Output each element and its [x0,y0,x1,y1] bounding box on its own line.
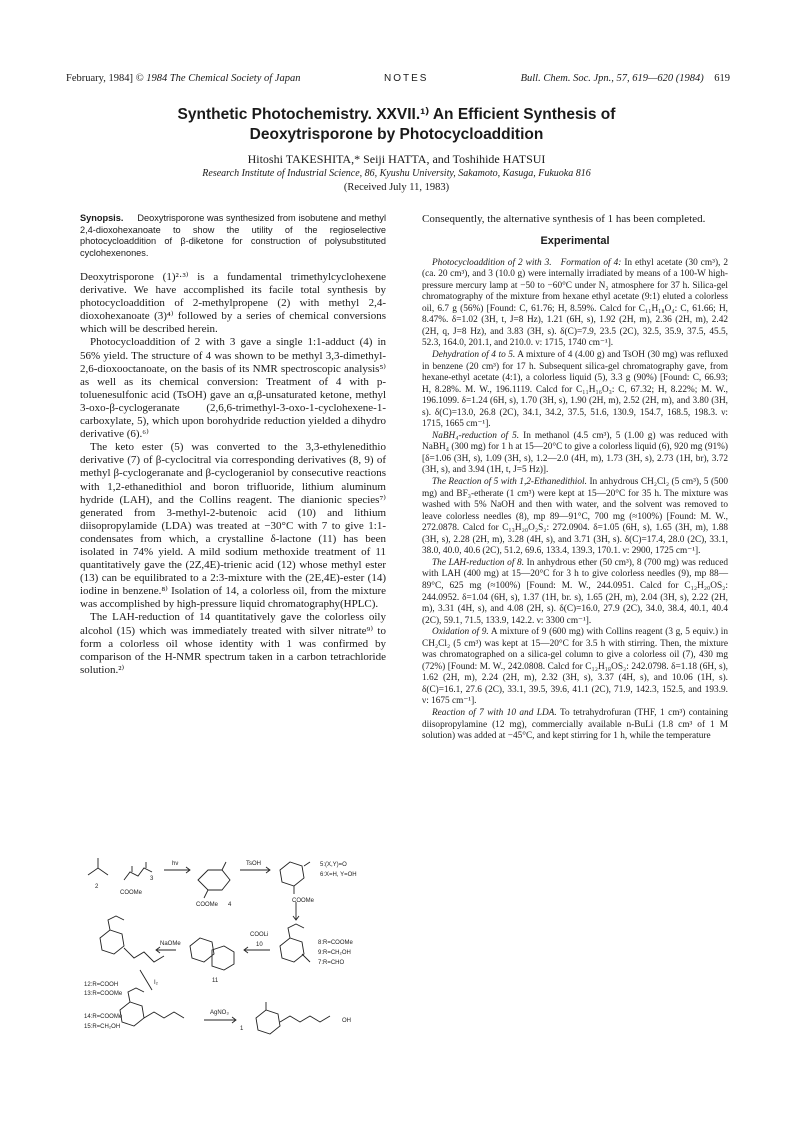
label-14: 14:R=COOMe [84,1014,123,1020]
paragraph: The LAH-reduction of 14 quantitatively gave the colorless oily alcohol (15) which was immediately treated with silver nitrate⁹⁾ to form a colorless oil whose identity with 1 was confirmed by comparison of the H-NMR spectrum taken in a carbon tetrachloride solution.²⁾ [80,611,386,676]
synopsis [80,213,386,259]
authors: Hitoshi TAKESHITA,* Seiji HATTA, and Toshihide HATSUI [247,152,546,166]
left-body [80,271,386,677]
label-coome-4: COOMe [196,902,219,908]
label-7: 7:R=CHO [318,960,345,966]
conclusion: Consequently, the alternative synthesis of 1 has been completed. [422,213,706,225]
header-section: NOTES [384,73,429,84]
adduct-4-structure [198,862,230,898]
label-ome: COOMe [292,898,315,904]
label-hv: hν [172,861,179,867]
dithiolane-triene-structure [100,916,124,954]
label-naome: NaOMe [160,941,181,947]
arrow-i2 [140,970,152,990]
header-left: February, 1984] © 1984 The Chemical Society of Japan [66,73,301,84]
label-12: 12:R=COOH [84,982,119,988]
label-compound-2: 2 [95,884,99,890]
label-oh: OH [342,1018,351,1024]
article-title [0,105,793,145]
experimental-section: Oxidation of 9. A mixture of 9 (600 mg) with Collins reagent (3 g, 5 equiv.) in CH₂Cl₂ (5 cm³) was kept at 15—20°C for 3.5 h with stirring. Then, the mixture was chromatographed on a silica-gel column to give a colorless oil (7), 430 mg (72%) [Found: M. W., 242.0808. Calcd for C₁₂H₁₈OS₂: 242.0798. δ=1.18 (6H, s), 1.62 (2H, m), 2.24 (2H, m), 2.32 (3H, s), 3.37 (4H, s), and 10.06 (1H, s). δ(C)=16.1, 27.6 (2C), 33.1, 39.5, 39.6, 41.1 (2C), 71.9, 142.3, 152.5, and 193.9. ν: 1675 cm⁻¹]. [422,627,728,707]
reaction-scheme [80,850,386,1045]
experimental-section: NaBH₄-reduction of 5. In methanol (4.5 cm³), 5 (1.00 g) was reduced with NaBH₄ (300 mg) for 1 h at 15—20°C to give a colorless liquid (6), 920 mg (91%) [δ=1.06 (3H, s), 1.09 (3H, s), 1.2—2.0 (4H, m), 1.73 (3H, s), 2.73 (1H, br), 3.72 (3H, s), and 3.94 (1H, t, J=5 Hz)]. [422,430,728,476]
synopsis-text: Deoxytrisporone was synthesized from isobutene and methyl 2,4-dioxohexanoate to show the utility of the regioselective photocycloaddition of β-diketone for construction of polysubstituted cyclohexenones. [80,213,386,258]
affiliation: Research Institute of Industrial Science, 86, Kyushu University, Sakamoto, Kasuga, Fukuoka 816 [202,168,591,179]
label-agno3: AgNO₃ [210,1010,229,1016]
deoxytrisporone-structure [256,1002,330,1034]
ester-14-structure [120,988,184,1026]
label-cooli: COOLi [250,932,269,938]
received-date: (Received July 11, 1983) [343,182,450,193]
ketoester-5-structure [280,862,310,894]
label-compound-3: 3 [150,876,154,882]
right-body [422,213,728,743]
synopsis-label: Synopsis. [80,213,124,223]
label-compound-11: 11 [212,978,219,984]
label-tsoh: TsOH [246,861,261,867]
header-right: Bull. Chem. Soc. Jpn., 57, 619—620 (1984) 619 [520,73,730,84]
left-column [80,213,386,677]
label-coome: COOMe [120,890,143,896]
label-5-6-a: 5:(X,Y)=O [320,862,347,868]
label-13: 13:R=COOMe [84,991,123,997]
right-column [422,213,728,743]
label-8: 8:R=COOMe [318,940,353,946]
label-15: 15:R=CH₂OH [84,1024,121,1030]
title-line-1: Synthetic Photochemistry. XXVII.¹⁾ An Efficient Synthesis of [177,106,616,123]
label-compound-1: 1 [240,1026,244,1032]
label-compound-4: 4 [228,902,232,908]
paragraph: The keto ester (5) was converted to the 3,3-ethylenedithio derivative (7) of β-cyclocitral via corresponding derivatives (8, 9) of methyl β-cyclogeranate and β-cyclogeraniol by consecutive reactions with 1,2-ethanedithiol and boron trifluoride, lithium aluminum hydride (LAH), and the Collins reagent. The dianionic species⁷⁾ generated from 3-methyl-2-butenoic acid (10) and lithium diisopropylamide (LDA) was treated at −30°C with 7 to give 1:1-condensates from which, a crystalline δ-lactone (11) has been isolated in 74% yield. A mild sodium methoxide treatment of 11 quantitatively gave the (2Z,4E)-trienic acid (12) whose methyl ester (13) can be equilibrated to a 2:3-mixture with the (2E,4E)-ester (14) iodine in benzene.⁸⁾ Isolation of 14, a colorless oil, from the mixture was accomplished by high-pressure liquid chromatography(HPLC). [80,441,386,611]
paragraph: Photocycloaddition of 2 with 3 gave a single 1:1-adduct (4) in 56% yield. The structure of 4 was shown to be methyl 3,3-dimethyl-2,6-dioxooctanoate, on the basis of its NMR spectroscopic analysis⁵⁾ as well as its chemical conversion: Treatment of 4 with p-toluenesulfonic acid (TsOH) gave an α,β-unsaturated ketone, methyl 3-oxo-β-cyclogeranate (2,6,6-trimethyl-3-oxo-1-cyclohexene-1-carboxylate, 5), which upon borohydride reduction yielded a dihydro derivative (6).⁶⁾ [80,336,386,441]
experimental-section: Dehydration of 4 to 5. A mixture of 4 (4.00 g) and TsOH (30 mg) was refluxed in benzene (20 cm³) for 17 h. Subsequent silica-gel chromatography gave, from hexane-ethyl acetate (4:1), a colorless liquid (5), 3.3 g (90%) [Found: C, 66.93; H, 8.28%. M. W., 196.1119. Calcd for C₁₁H₁₆O₃: C, 67.32; H, 8.22%; M. W., 196.1099. δ=1.24 (6H, s), 1.70 (3H, s), 1.90 (2H, m), 2.52 (2H, m), and 3.80 (3H, s). δ(C)=13.0, 26.8 (2C), 34.1, 34.2, 37.5, 51.6, 130.9, 154.7, 168.5, 198.3. ν: 1715, 1665 cm⁻¹]. [422,350,728,430]
label-9: 9:R=CH₂OH [318,950,351,956]
scheme-drawing [80,850,386,1045]
experimental-heading: Experimental [540,235,610,248]
paragraph: Deoxytrisporone (1)²·³⁾ is a fundamental trimethylcyclohexene derivative. We have accomplished its facile total synthesis by photocycloaddition of 2-methylpropene (2) with methyl 2,4-dioxohexanoate (3)⁴⁾ followed by a series of chemical conversions which will be described herein. [80,271,386,336]
experimental-section: Photocycloaddition of 2 with 3. Formation of 4: In ethyl acetate (30 cm³), 2 (ca. 20 cm³), and 3 (10.0 g) were internally irradiated by means of a 100-W high-pressure mercury lamp at −50 to −60°C under N₂ atmosphere for 37 h. Silica-gel chromatography of the mixture from hexane ethyl acetate (9:1) eluted a colorless oil, 6.7 g (56%) [Found: C, 61.76; H, 8.59%. Calcd for C₁₁H₁₈O₄: C, 61.66; H, 8.47%. δ=1.02 (3H, t, J=8 Hz), 1.21 (6H, s), 1.92 (2H, m), 2.36 (2H, m), 2.42 (2H, q, J=8 Hz), and 3.83 (3H, s). δ(C)=7.9, 23.5 (2C), 32.5, 35.9, 37.5, 45.5, 52.3, 164.0, 201.1, and 210.0. ν: 1715, 1740 cm⁻¹]. [422,257,728,349]
experimental-section: The Reaction of 5 with 1,2-Ethanedithiol. In anhydrous CH₂Cl₂ (5 cm³), 5 (500 mg) and BF₃-etherate (1 cm³) were kept at 15—20°C for 35 h. The mixture was washed with 5% NaOH and then with water, and the solvent was removed to leave colorless needles (8), mp 89—91°C, 700 mg (≈100%) [Found: M. W., 272.0878. Calcd for C₁₃H₂₀O₂S₂: 272.0904. δ=1.05 (6H, s), 1.65 (3H, m), 1.88 (3H, s), 2.28 (2H, m), 3.28 (4H, s), and 3.71 (3H, s). δ(C)=17.4, 28.0 (2C), 33.1, 38.0, 40.0, 40.6 (2C), 51.2, 69.6, 133.4, 139.3, 170.1. ν: 2900, 1725 cm⁻¹]. [422,477,728,557]
diketoester-structure [124,862,152,880]
title-line-2: Deoxytrisporone by Photocycloaddition [249,126,544,143]
isobutene-structure [88,858,108,875]
dithiolane-ester-structure [280,924,310,962]
experimental-section: Reaction of 7 with 10 and LDA. To tetrahydrofuran (THF, 1 cm³) containing diisopropylamine (12 mg), commercially available n-BuLi (1.8 cm³ of 1 M solution) was added at −45°C, and kept stirring for 1 h, while the temperature [422,707,729,742]
label-5-6-b: 6:X=H, Y=OH [320,872,357,878]
experimental-section: The LAH-reduction of 8. In anhydrous ether (50 cm³), 8 (700 mg) was reduced with LAH (400 mg) at 15—20°C for 3 h to give colorless needles (9), mp 88—89°C, 625 mg (≈100%) [Found: M. W., 244.0951. Calcd for C₁₂H₂₀OS₂: 244.0952. δ=1.04 (6H, s), 1.37 (1H, br. s), 1.65 (2H, m), 2.04 (3H, s), 2.22 (2H, m), 3.31 (4H, s), and 4.08 (2H, s). δ(C)=16.0, 27.9 (2C), 34.0, 38.4, 40.1, 40.4 (2C), 59.1, 71.5, 133.9, 142.2. ν: 3300 cm⁻¹]. [422,557,728,626]
label-10: 10 [256,942,263,948]
lactone-11-structure [190,938,234,970]
label-i2: I₂ [154,980,158,986]
